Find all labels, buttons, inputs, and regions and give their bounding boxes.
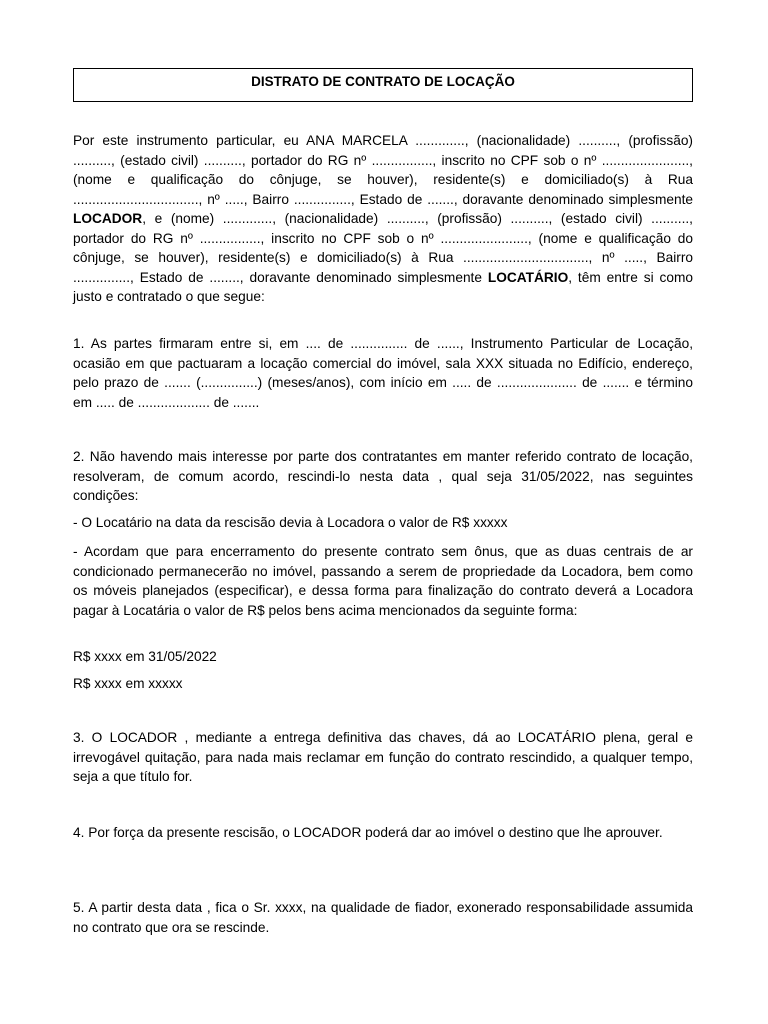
clause-3: 3. O LOCADOR , mediante a entrega definitiva das chaves, dá ao LOCATÁRIO plena, geral e irrevogável quitação, para nada mais reclamar em função do contrato rescindido, a qualquer tempo, seja a que título for. — [73, 730, 693, 784]
intro-paragraph — [73, 131, 693, 307]
payment-line-1: R$ xxxx em 31/05/2022 — [73, 649, 217, 664]
intro-text-2: , e (nome) ............., (nacionalidade) .........., (profissão) .........., (estado civil) .........., portador do RG nº ................, inscrito no CPF sob o nº ......................., (nome e qualificação do cônjuge, se houver), residente(s) e domiciliado(s) à Rua ................................., nº ....., Bairro ..............., Estado de ........, doravante denominado simplesmente — [73, 211, 693, 285]
locatario-label: LOCATÁRIO — [487, 269, 569, 285]
locador-label: LOCADOR — [73, 211, 143, 226]
clause-2-item-2: - Acordam que para encerramento do presente contrato sem ônus, que as duas centrais de ar condicionado permanecerão no imóvel, passando a serem de propriedade da Locadora, bem como os móveis planejados (especificar), e dessa forma para finalização do contrato deverá a Locadora pagar à Locatária o valor de R$ pelos bens acima mencionados da seguinte forma: — [73, 544, 693, 618]
clause-5: 5. A partir desta data , fica o Sr. xxxx, na qualidade de fiador, exonerado responsabilidade assumida no contrato que ora se rescinde. — [73, 900, 693, 935]
clause-1: 1. As partes firmaram entre si, em .... de ............... de ......, Instrumento Particular de Locação, ocasião em que pactuaram a locação comercial do imóvel, sala XXX situada no Edifício, endereço, pelo prazo de ....... (...............) (meses/anos), com início em ..... de ..................... de ....... e término em ..... de ................... de ....... — [73, 336, 693, 410]
payment-line-2: R$ xxxx em xxxxx — [73, 676, 183, 691]
document-title-box — [73, 68, 693, 102]
clause-2-item-1: - O Locatário na data da rescisão devia à Locadora o valor de R$ xxxxx — [73, 515, 508, 530]
intro-text-3: , têm entre si como justo e contratado o que segue: — [73, 269, 693, 304]
document-title: DISTRATO DE CONTRATO DE LOCAÇÃO — [251, 74, 515, 89]
clause-4: 4. Por força da presente rescisão, o LOCADOR poderá dar ao imóvel o destino que lhe aprouver. — [73, 825, 663, 840]
intro-text-1: Por este instrumento particular, eu ANA MARCELA ............., (nacionalidade) .........., (profissão) .........., (estado civil) .........., portador do RG nº ................, inscrito no CPF sob o nº ......................., (nome e qualificação do cônjuge, se houver), residente(s) e domiciliado(s) à Rua ................................., nº ....., Bairro ..............., Estado de ......., doravante denominado simplesmente — [73, 133, 693, 207]
clause-2: 2. Não havendo mais interesse por parte dos contratantes em manter referido contrato de locação, resolveram, de comum acordo, rescindi-lo nesta data , qual seja 31/05/2022, nas seguintes condições: — [73, 449, 693, 503]
